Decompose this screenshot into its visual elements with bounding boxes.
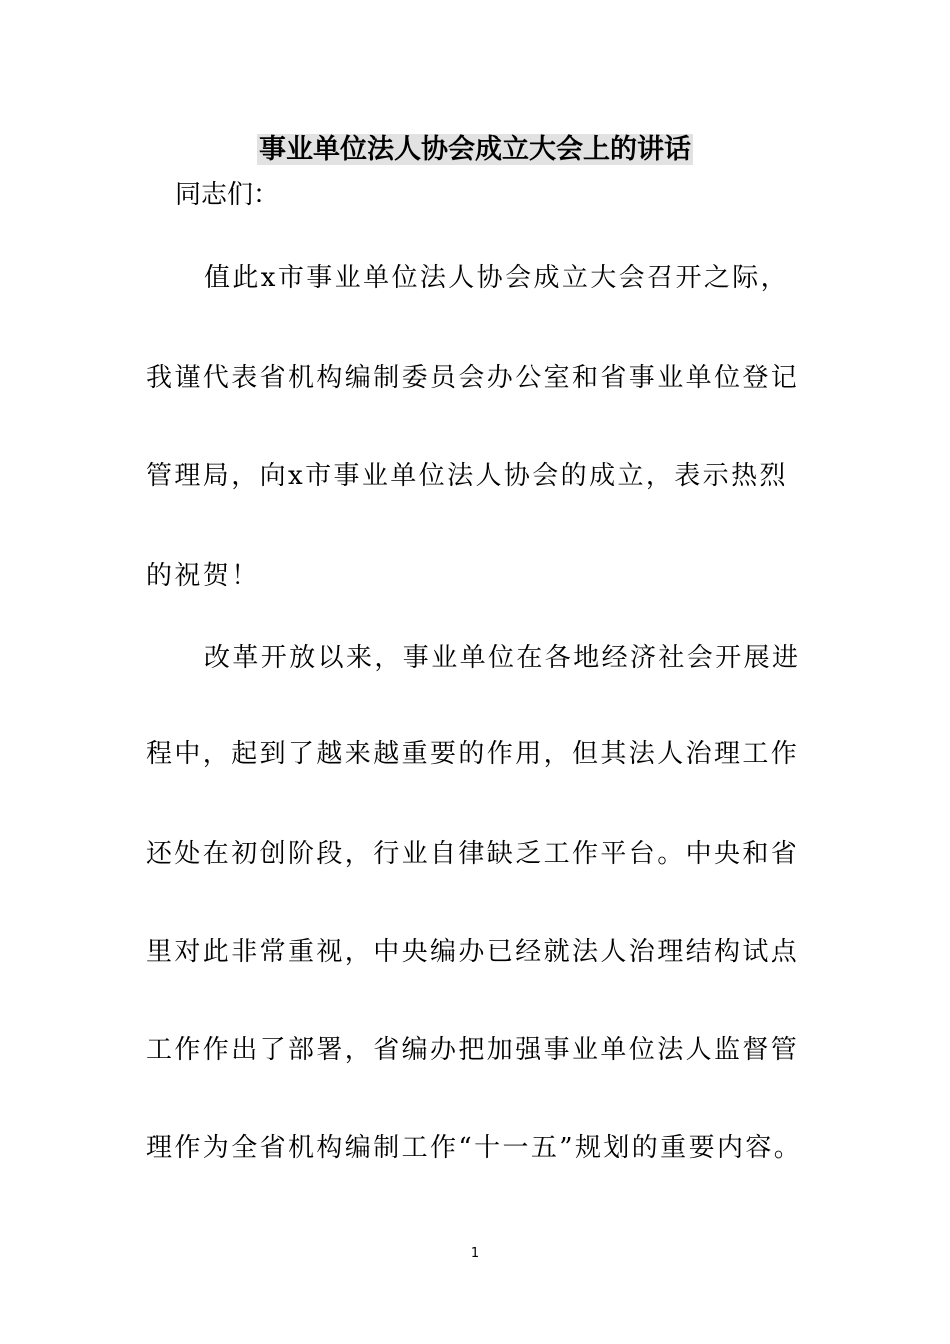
paragraph-2-line-3: 还处在初创阶段，行业自律缺乏工作平台。中央和省: [146, 839, 800, 869]
paragraph-2-line-5: 工作作出了部署，省编办把加强事业单位法人监督管: [146, 1035, 800, 1065]
paragraph-1-line-1: 值此x市事业单位法人协会成立大会召开之际，: [204, 263, 790, 293]
paragraph-1-line-3: 管理局，向x市事业单位法人协会的成立，表示热烈: [146, 461, 788, 491]
greeting: 同志们：: [175, 180, 280, 210]
paragraph-2-line-6: 理作为全省机构编制工作“十一五”规划的重要内容。: [146, 1133, 803, 1163]
paragraph-1-line-2: 我谨代表省机构编制委员会办公室和省事业单位登记: [146, 363, 800, 393]
paragraph-1-line-4: 的祝贺！: [146, 561, 260, 591]
document-title: [0, 130, 950, 170]
document-title-text: 事业单位法人协会成立大会上的讲话: [259, 134, 691, 165]
paragraph-2-line-2: 程中，起到了越来越重要的作用，但其法人治理工作: [146, 739, 800, 769]
page-number: 1: [470, 1246, 480, 1261]
paragraph-2-line-4: 里对此非常重视，中央编办已经就法人治理结构试点: [146, 937, 800, 967]
paragraph-2-line-1: 改革开放以来，事业单位在各地经济社会开展进: [204, 643, 801, 673]
